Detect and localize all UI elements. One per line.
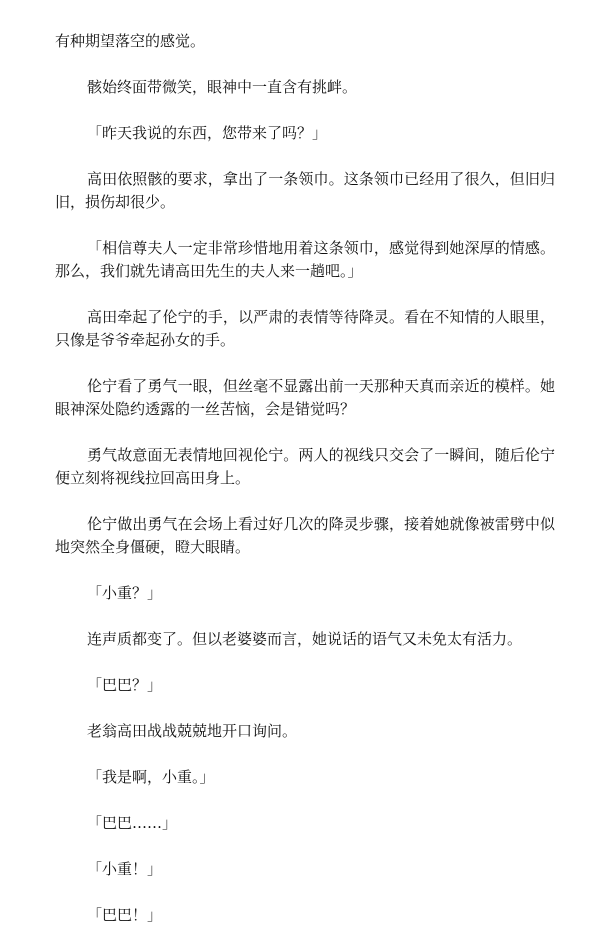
paragraph: 连声质都变了。但以老婆婆而言，她说话的语气又未免太有活力。 xyxy=(87,630,523,648)
paragraph: 高田依照骸的要求，拿出了一条领巾。这条领巾已经用了很久，但旧归旧，损伤却很少。 xyxy=(55,170,555,211)
paragraph: 「巴巴！」 xyxy=(87,906,163,924)
paragraph: 伦宁看了勇气一眼，但丝毫不显露出前一天那种天真而亲近的模样。她眼神深处隐约透露的一丝苦恼，会是错觉吗？ xyxy=(55,377,555,418)
paragraph: 有种期望落空的感觉。 xyxy=(55,32,206,50)
paragraph: 骸始终面带微笑，眼神中一直含有挑衅。 xyxy=(87,78,358,96)
paragraph: 「小重！」 xyxy=(87,860,163,878)
paragraph: 「昨天我说的东西，您带来了吗？」 xyxy=(87,124,328,142)
paragraph: 伦宁做出勇气在会场上看过好几次的降灵步骤，接着她就像被雷劈中似地突然全身僵硬，瞪大眼睛。 xyxy=(55,515,555,556)
paragraph: 「相信尊夫人一定非常珍惜地用着这条领巾，感觉得到她深厚的情感。那么，我们就先请高田先生的夫人来一趟吧。」 xyxy=(55,239,555,280)
paragraph: 「小重？」 xyxy=(87,584,163,602)
paragraph: 勇气故意面无表情地回视伦宁。两人的视线只交会了一瞬间，随后伦宁便立刻将视线拉回高田身上。 xyxy=(55,446,555,487)
paragraph: 老翁高田战战兢兢地开口询问。 xyxy=(87,722,298,740)
paragraph: 「巴巴？」 xyxy=(87,676,163,694)
paragraph: 「巴巴……」 xyxy=(87,814,178,832)
paragraph: 高田牵起了伦宁的手，以严肃的表情等待降灵。看在不知情的人眼里，只像是爷爷牵起孙女的手。 xyxy=(55,308,555,349)
paragraph: 「我是啊，小重。」 xyxy=(87,768,215,786)
